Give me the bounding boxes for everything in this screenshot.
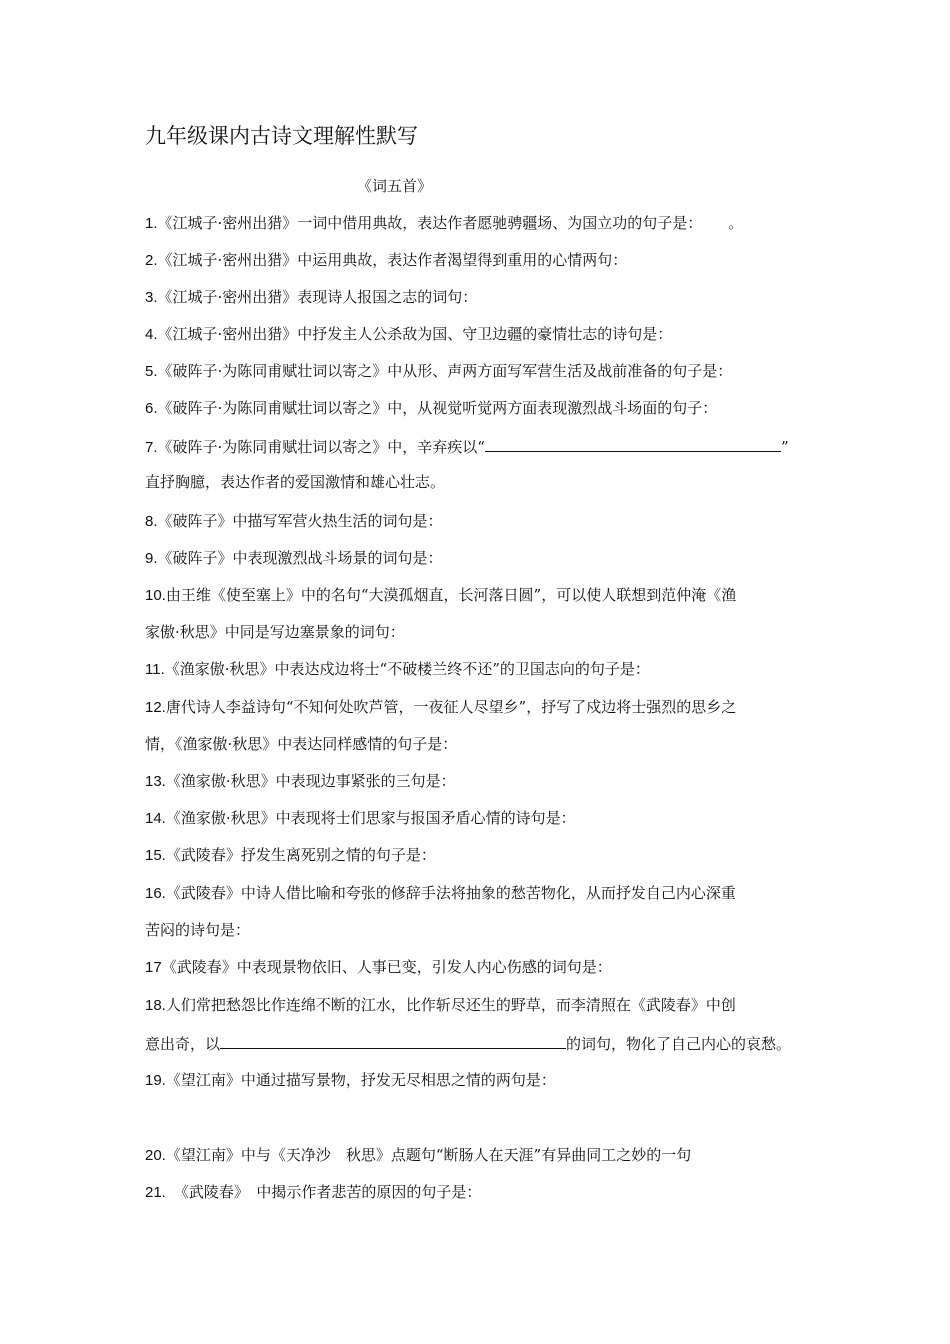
question-text: 直抒胸臆，表达作者的爱国激情和雄心壮志。 [145, 473, 446, 491]
question-2 [145, 250, 627, 271]
question-5 [145, 361, 732, 382]
question-number: 6. [145, 400, 158, 417]
question-9 [145, 548, 443, 569]
question-text: ” [780, 438, 789, 456]
question-text: 《武陵春》中诗人借比喻和夸张的修辞手法将抽象的愁苦物化，从而抒发自己内心深重 [165, 884, 736, 902]
question-number: 7. [145, 439, 158, 456]
question-number: 10. [145, 587, 166, 604]
question-4 [145, 324, 672, 345]
question-3 [145, 287, 477, 308]
question-6 [145, 398, 717, 419]
question-number: 19. [145, 1072, 166, 1089]
question-number: 17 [145, 959, 162, 976]
question-number: 21. [145, 1184, 166, 1201]
question-text: 《江城子·密州出猎》表现诗人报国之志的词句： [157, 288, 478, 306]
question-number: 12. [145, 699, 166, 716]
question-text: 《武陵春》 中揭示作者悲苦的原因的句子是： [173, 1183, 482, 1201]
question-text: 《江城子·密州出猎》中运用典故，表达作者渴望得到重用的心情两句： [157, 251, 628, 269]
question-18-continued [145, 1032, 791, 1054]
question-number: 15. [145, 847, 166, 864]
question-text: 家傲·秋思》中同是写边塞景象的词句： [145, 623, 405, 641]
question-7 [145, 435, 789, 458]
question-number: 18. [145, 997, 166, 1014]
question-number: 3. [145, 289, 158, 306]
question-text: 唐代诗人李益诗句“不知何处吹芦管，一夜征人尽望乡”，抒写了戍边将士强烈的思乡之 [165, 698, 737, 716]
question-10 [145, 585, 736, 606]
question-number: 16. [145, 885, 166, 902]
question-12 [145, 697, 736, 718]
question-20 [145, 1145, 691, 1166]
question-19 [145, 1070, 556, 1091]
question-13 [145, 771, 456, 792]
question-text: 《望江南》中与《天净沙 秋思》点题句“断肠人在天涯”有异曲同工之妙的一句 [165, 1146, 692, 1164]
page-title: 九年级课内古诗文理解性默写 [145, 124, 418, 148]
question-text: 《渔家傲·秋思》中表现边事紧张的三句是： [165, 772, 456, 790]
question-text: 由王维《使至塞上》中的名句“大漠孤烟直，长河落日圆”，可以使人联想到范仲淹《渔 [165, 586, 737, 604]
question-7-continued [145, 472, 445, 492]
question-number: 8. [145, 513, 158, 530]
question-text: 《渔家傲·秋思》中表达戍边将士“不破楼兰终不还”的卫国志向的句子是： [164, 660, 650, 678]
question-number: 4. [145, 326, 158, 343]
question-16 [145, 883, 736, 904]
question-14 [145, 808, 576, 829]
question-number: 20. [145, 1147, 166, 1164]
question-text: 《破阵子·为陈同甫赋壮词以寄之》中，从视觉听觉两方面表现激烈战斗场面的句子： [157, 399, 718, 417]
question-number: 14. [145, 810, 166, 827]
section-subtitle: 《词五首》 [357, 177, 433, 195]
question-text: 人们常把愁怨比作连绵不断的江水，比作斩尽还生的野草，而李清照在《武陵春》中创 [165, 996, 736, 1014]
question-15 [145, 845, 436, 866]
question-number: 11. [145, 661, 165, 678]
question-text: 《破阵子》中表现激烈战斗场景的词句是： [157, 549, 443, 567]
question-text: 《破阵子·为陈同甫赋壮词以寄之》中从形、声两方面写军营生活及战前准备的句子是： [157, 362, 733, 380]
question-10-continued [145, 622, 405, 642]
question-number: 5. [145, 363, 158, 380]
question-21 [145, 1182, 481, 1203]
question-text: 《破阵子·为陈同甫赋壮词以寄之》中，辛弃疾以“ [157, 438, 485, 456]
question-11 [145, 659, 650, 680]
question-text: 意出奇，以 [145, 1035, 221, 1053]
question-text: 《武陵春》中表现景物依旧、人事已变，引发人内心伤感的词句是： [161, 958, 612, 976]
question-text: 《望江南》中通过描写景物，抒发无尽相思之情的两句是： [165, 1071, 556, 1089]
question-number: 13. [145, 773, 166, 790]
question-16-continued [145, 920, 250, 940]
answer-blank [485, 435, 781, 452]
question-tail: 。 [728, 214, 744, 232]
question-text: 《武陵春》抒发生离死别之情的句子是： [165, 846, 436, 864]
question-number: 1. [145, 215, 158, 232]
question-number: 9. [145, 550, 158, 567]
question-text: 情，《渔家傲·秋思》中表达同样感情的句子是： [145, 735, 458, 753]
question-1 [145, 213, 743, 234]
question-17 [145, 957, 612, 978]
question-number: 2. [145, 252, 158, 269]
question-text: 《江城子·密州出猎》中抒发主人公杀敌为国、守卫边疆的豪情壮志的诗句是： [157, 325, 673, 343]
question-18 [145, 995, 736, 1016]
question-text: 的词句，物化了自己内心的哀愁。 [566, 1035, 792, 1053]
question-text: 《江城子·密州出猎》一词中借用典故，表达作者愿驰骋疆场、为国立功的句子是： [157, 214, 703, 232]
question-12-continued [145, 734, 457, 754]
question-text: 《破阵子》中描写军营火热生活的词句是： [157, 512, 443, 530]
question-text: 《渔家傲·秋思》中表现将士们思家与报国矛盾心情的诗句是： [165, 809, 576, 827]
answer-blank [220, 1032, 566, 1049]
question-8 [145, 511, 443, 532]
question-text: 苦闷的诗句是： [145, 921, 251, 939]
